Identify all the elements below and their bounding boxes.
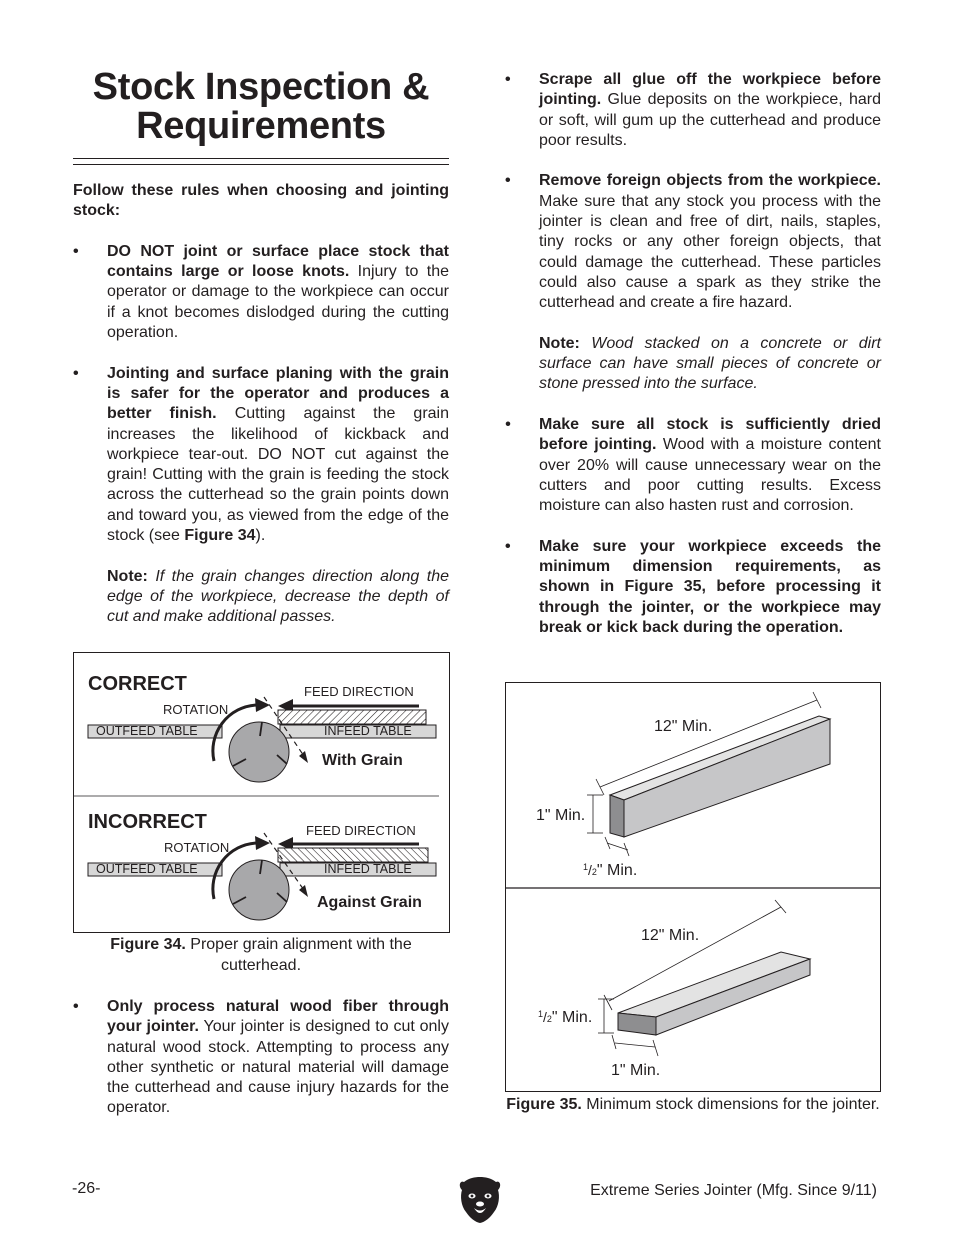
concrete-note — [505, 334, 881, 395]
figure-34-caption-label: Figure 34. — [110, 936, 186, 953]
bullet-natural-wood-text: Your jointer is designed to cut only natural wood stock. Attempting to process any other synthetic or natural material will damage the cutterhead and cause injury hazards for the operator. — [107, 1018, 449, 1117]
grain-note — [73, 567, 449, 628]
bullet-dried-stock-text: Wood with a moisture content over 20% will cause unnecessary wear on the cutters and poor cutting results. Excess moisture can also hasten rust and corrosion. — [539, 436, 881, 515]
title-line-2: Requirements — [136, 105, 386, 147]
bullet-marker: • — [505, 71, 511, 88]
figure-34-caption-text: Proper grain alignment with the cutterhead. — [185, 936, 412, 974]
figure-35 — [505, 682, 881, 1092]
note-text: If the grain changes direction along the edge of the workpiece, decrease the depth of cut and make additional passes. — [107, 567, 449, 626]
bullet-foreign-objects-bold: Remove foreign objects from the workpiece. — [539, 172, 881, 190]
feed-direction-label-correct: FEED DIRECTION — [304, 684, 414, 699]
bullet-knots-bold: DO NOT joint or surface place stock that contains large or loose knots. — [107, 242, 449, 281]
figure-34 — [73, 652, 450, 933]
against-grain-label: Against Grain — [317, 894, 422, 911]
flat-board-end-face — [618, 1013, 656, 1035]
figure-35-caption-text: Minimum stock dimensions for the jointer. — [581, 1096, 880, 1113]
with-grain-label: With Grain — [322, 752, 403, 769]
bottom-width-dimension-line — [615, 1043, 655, 1047]
outfeed-table-label-incorrect: OUTFEED TABLE — [96, 862, 198, 876]
page-number: -26- — [72, 1180, 101, 1197]
bullet-minimum-dimensions-bold: Make sure your workpiece exceeds the minimum dimension requirements, as shown in Figure 35, before processing it through the jointer, or the workpiece may break or kick back during the operation. — [539, 537, 881, 637]
bullet-marker: • — [73, 998, 79, 1015]
title-rule-bottom — [73, 164, 449, 165]
bullet-marker: • — [505, 172, 511, 190]
bullet-foreign-objects-text: Make sure that any stock you process with the jointer is clean and free of dirt, nails, staples, tiny rocks or any other foreign objects, that could damage the cutterhead. These particles could also cause a spark as they strike the cutterhead and create a fire hazard. — [539, 192, 881, 312]
page-title — [73, 68, 449, 146]
rotation-label-correct: ROTATION — [163, 702, 229, 717]
top-width-label: $^1$/2" Min. — [583, 862, 638, 879]
bottom-length-label: 12" Min. — [641, 927, 700, 944]
rotation-label-incorrect: ROTATION — [164, 840, 230, 855]
top-height-label: 1" Min. — [536, 807, 586, 824]
bullet-grain — [73, 364, 449, 547]
bullet-glue-text: Glue deposits on the workpiece, hard or soft, will gum up the cutterhead and produce poor results. — [539, 91, 881, 149]
right-column — [505, 70, 881, 638]
note-label: Note: — [539, 334, 580, 352]
infeed-table-label-correct: INFEED TABLE — [324, 724, 412, 738]
footer-model-text: Extreme Series Jointer (Mfg. Since 9/11) — [590, 1182, 877, 1199]
figure-34-diagram — [74, 653, 449, 932]
bullet-foreign-objects — [505, 171, 881, 313]
bottom-width-label: 1" Min. — [611, 1062, 661, 1079]
bullet-dried-stock — [505, 415, 881, 516]
workpiece-against-grain — [278, 848, 428, 862]
figure-35-diagram — [506, 683, 880, 1091]
bullet-glue-bold: Scrape all glue off the workpiece before jointing. — [539, 71, 881, 109]
figure-34-caption — [73, 935, 449, 976]
board-end-face — [610, 795, 624, 837]
bear-logo-icon — [458, 1176, 502, 1224]
title-line-1: Stock Inspection & — [92, 66, 430, 108]
outfeed-table-label-correct: OUTFEED TABLE — [96, 724, 198, 738]
bullet-natural-wood — [73, 997, 449, 1119]
infeed-table-label-incorrect: INFEED TABLE — [324, 862, 412, 876]
top-width-dimension-line — [607, 843, 628, 850]
feed-direction-label-incorrect: FEED DIRECTION — [306, 823, 416, 838]
note-text: Wood stacked on a concrete or dirt surface can have small pieces of concrete or stone pressed into the surface. — [539, 334, 881, 393]
figure-35-caption — [505, 1095, 881, 1116]
bullet-grain-text-end: ). — [255, 527, 266, 545]
bullet-marker: • — [73, 364, 79, 382]
correct-label: CORRECT — [88, 673, 187, 695]
bullet-glue — [505, 70, 881, 151]
cutterhead-correct — [229, 722, 289, 782]
bullet-dried-stock-bold: Make sure all stock is sufficiently dried before jointing. — [539, 416, 881, 454]
bullet-knots-text: Injury to the operator or damage to the workpiece can occur if a knot becomes dislodged during the cutting operation. — [107, 263, 449, 342]
title-rule-top — [73, 158, 449, 159]
left-column — [73, 68, 449, 628]
workpiece-with-grain — [278, 710, 426, 724]
bullet-grain-bold: Jointing and surface planing with the grain is safer for the operator and produces a better finish. — [107, 364, 449, 423]
incorrect-label: INCORRECT — [88, 811, 207, 833]
note-label: Note: — [107, 567, 148, 585]
intro-text: Follow these rules when choosing and jointing stock: — [73, 182, 449, 220]
figure-34-reference: Figure 34 — [184, 527, 256, 545]
top-length-label: 12" Min. — [654, 718, 713, 735]
bullet-marker: • — [73, 242, 79, 260]
figure-35-caption-label: Figure 35. — [506, 1096, 582, 1113]
bullet-marker: • — [505, 537, 511, 555]
bullet-minimum-dimensions — [505, 537, 881, 638]
bullet-marker: • — [505, 416, 511, 434]
bullet-grain-text: Cutting against the grain increases the likelihood of kickback and workpiece tear-out. DO NOT cut against the grain! Cutting with the grain is feeding the stock across the cutterhead so the grain points down and toward you, as viewed from the edge of the stock (see — [107, 405, 450, 545]
bottom-height-label: $^1$/2" Min. — [538, 1009, 593, 1026]
left-bottom-column — [73, 997, 449, 1119]
bullet-knots — [73, 242, 449, 343]
cutterhead-incorrect — [229, 860, 289, 920]
bullet-natural-wood-bold: Only process natural wood fiber through your jointer. — [107, 998, 449, 1036]
